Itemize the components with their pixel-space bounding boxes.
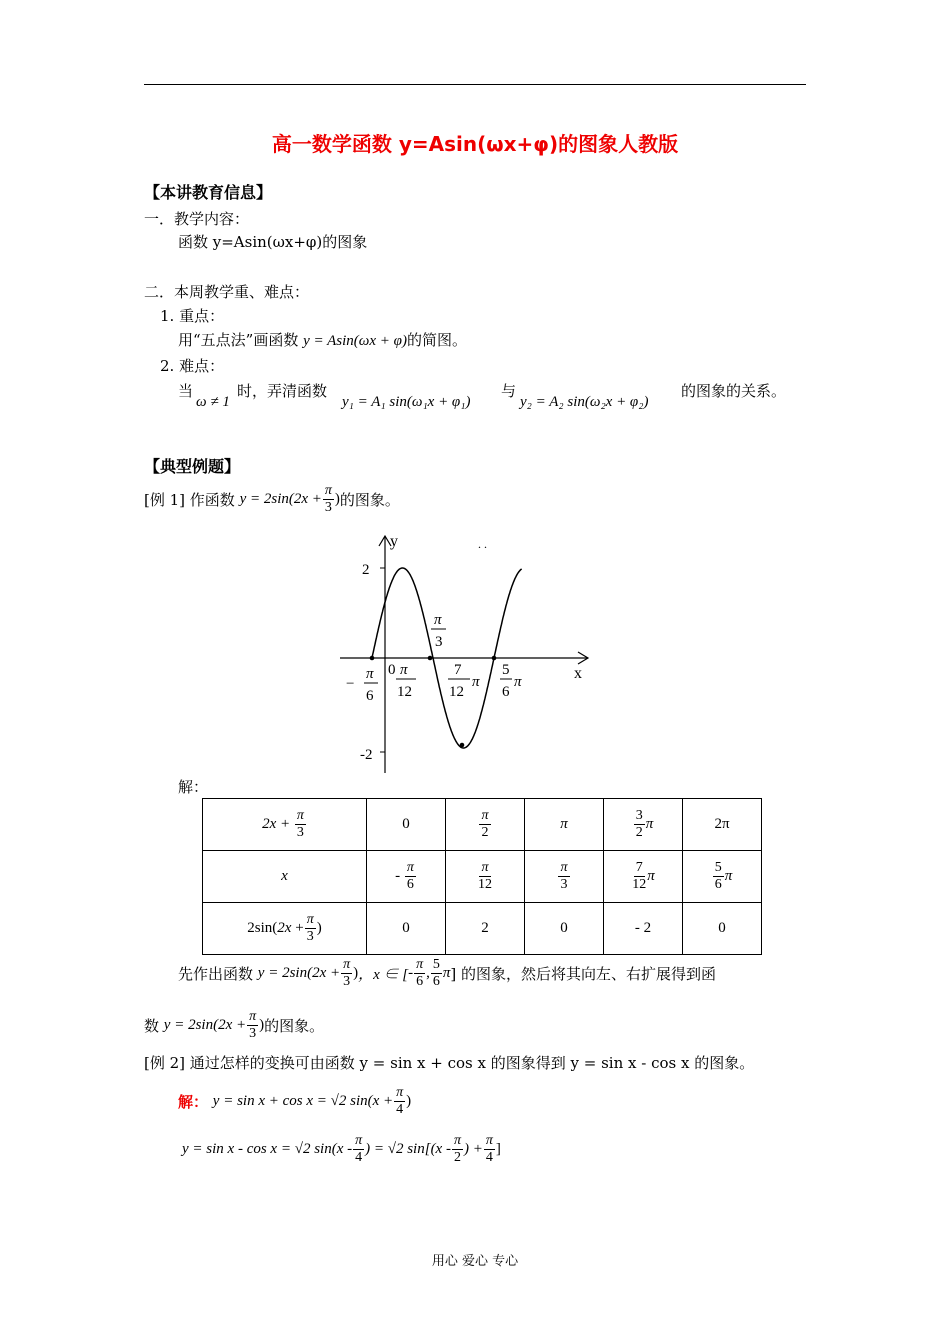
table-cell: $\frac{\pi}{12}$: [446, 851, 525, 903]
x-axis-label: x: [574, 665, 582, 682]
y-label-2: 2: [362, 562, 370, 578]
table-row: [203, 851, 762, 903]
paragraph-2: 数 y = 2sin(2x + $\frac{\pi}{3}$ ) 的图象。: [144, 1009, 325, 1041]
table-cell: 0: [367, 903, 446, 955]
table-cell: 0: [525, 903, 604, 955]
label-pi-12-den: 12: [397, 684, 412, 700]
diff-post: 的图象的关系。: [681, 382, 787, 400]
sine-graph: [330, 528, 600, 778]
table-cell: - $\frac{\pi}{6}$: [367, 851, 446, 903]
table-cell: 2π: [683, 799, 762, 851]
diff-when: 当: [178, 382, 194, 400]
table-cell: 2sin(2x + $\frac{\pi}{3}$ ): [203, 903, 367, 955]
table-cell: 0: [683, 903, 762, 955]
diff-omega: ω ≠ 1: [196, 394, 230, 410]
label-6-den: 6: [502, 684, 510, 700]
point-5pi-6: [492, 656, 497, 661]
origin-label: 0: [388, 662, 396, 678]
five-point-table: [202, 798, 762, 955]
focus-label: 二．本周教学重、难点：: [144, 283, 310, 301]
solution-2-line-1: 解： y = sin x + cos x = √2 sin(x + $\frac{\pi}{4}$ ): [178, 1085, 412, 1117]
solution-label: 解：: [178, 778, 209, 796]
label-pi-6-num: π: [366, 666, 374, 682]
key-label: 1. 重点：: [160, 307, 225, 325]
label-7-num: 7: [454, 662, 462, 678]
section-header-examples: 【典型例题】: [144, 457, 241, 476]
table-cell: x: [203, 851, 367, 903]
table-cell: - 2: [604, 903, 683, 955]
table-cell: π: [525, 799, 604, 851]
footer: 用心 爱心 专心: [431, 1254, 519, 1269]
diff-formula-1: y₁ = A₁ sin(ω₁x + φ₁): [342, 394, 471, 410]
table-cell: $\frac{\pi}{2}$: [446, 799, 525, 851]
table-row: [203, 799, 762, 851]
label-pi-6-den: 6: [366, 688, 374, 704]
label-5-num: 5: [502, 662, 510, 678]
point-minus-pi-6: [370, 656, 375, 661]
y-axis-label: y: [390, 533, 398, 550]
table-cell: $\frac{3}{2}$ π: [604, 799, 683, 851]
table-cell: $\frac{7}{12}$ π: [604, 851, 683, 903]
label-minus: −: [346, 676, 355, 692]
label-7-12-pi: π: [472, 674, 480, 690]
key-line: 用“五点法”画函数 y = Asin(ωx + φ)的简图。: [178, 331, 467, 349]
table-cell: 0: [367, 799, 446, 851]
table-cell: 2x + $\frac{\pi}{3}$: [203, 799, 367, 851]
label-pi-3-num: π: [434, 612, 442, 628]
diff-mid: 时，弄清函数: [237, 382, 328, 400]
page-title: 高一数学函数 y=Asin(ωx+φ)的图象人教版: [271, 132, 679, 156]
label-12-den: 12: [449, 684, 464, 700]
solution-2-line-2: y = sin x - cos x = √2 sin(x - $\frac{\pi}{4}$ ) = √2 sin[(x - $\frac{\pi}{2}$ ) + $\frac{\pi}{4}$ ]: [182, 1133, 501, 1165]
section-header-info: 【本讲教育信息】: [144, 183, 273, 202]
table-cell: 2: [446, 903, 525, 955]
table-cell: $\frac{5}{6}$ π: [683, 851, 762, 903]
label-pi-12-num: π: [400, 662, 408, 678]
content-label: 一．教学内容：: [144, 210, 250, 228]
table-row: [203, 903, 762, 955]
content-text: 函数 y=Asin(ωx+φ)的图象: [178, 233, 368, 251]
paragraph-1: 先作出函数 y = 2sin(2x + $\frac{\pi}{3}$ ) ，x ∈ [ - $\frac{\pi}{6}$ , $\frac{5}{6}$ π ] 的图象，然后将其向左、右扩展得到函: [178, 957, 717, 989]
point-pi-3: [428, 656, 433, 661]
label-5-6-pi: π: [514, 674, 522, 690]
diff-and: 与: [501, 382, 517, 400]
difficulty-label: 2. 难点：: [160, 357, 225, 375]
label-pi-3-den: 3: [435, 634, 443, 650]
stray-dots: . .: [478, 537, 487, 551]
table-cell: $\frac{\pi}{3}$: [525, 851, 604, 903]
point-7pi-12: [460, 743, 465, 748]
example-1: [例 1] 作函数 y = 2sin(2x + $\frac{\pi}{3}$ ) 的图象。: [144, 483, 400, 515]
header-rule: [144, 84, 806, 85]
y-label-neg2: -2: [360, 747, 373, 763]
example-2: [例 2] 通过怎样的变换可由函数 y = sin x + cos x 的图象得到 y = sin x - cos x 的图象。: [144, 1054, 755, 1072]
diff-formula-2: y₂ = A₂ sin(ω₂x + φ₂): [520, 394, 649, 410]
